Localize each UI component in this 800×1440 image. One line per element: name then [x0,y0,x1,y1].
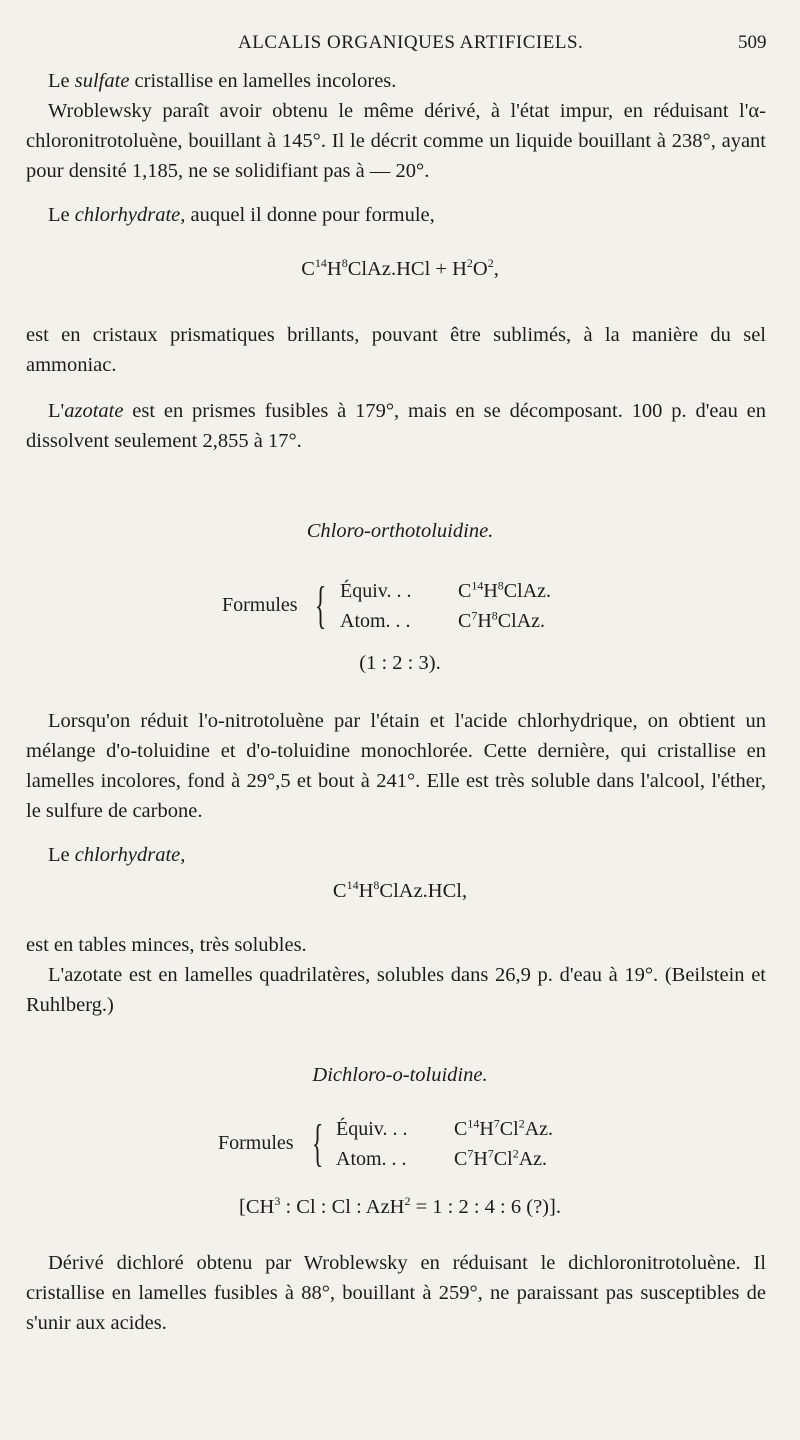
paragraph-reduction: Lorsqu'on réduit l'o-nitrotoluène par l'étain et l'acide chlorhydrique, on obtient un mélange d'o-toluidine et d'o-toluidine monochlorée. Cette dernière, qui cristallise en lamelles incolores, fond à 29°,5 et bout à 241°. Elle est très soluble dans l'alcool, l'éther, le sulfure de carbone. [26,710,766,822]
paragraph-chlorhydrate-2: Le chlorhydrate, [48,844,186,866]
running-header [0,28,800,58]
paragraph-chlorhydrate: Le chlorhydrate, auquel il donne pour formule, [48,204,435,226]
paragraph-azotate-2: L'azotate est en lamelles quadrilatères, solubles dans 26,9 p. d'eau à 19°. (Beilstein et Ruhlberg.) [26,964,766,1016]
formulas-chloro-orthotoluidine [0,578,800,648]
paragraph-cristaux: est en cristaux prismatiques brillants, pouvant être sublimés, à la manière du sel ammoniac. [26,324,766,376]
section-heading-dichloro-o-toluidine: Dichloro-o-toluidine. [312,1064,488,1086]
paragraph-tables: est en tables minces, très solubles. [26,934,307,956]
section-heading-chloro-orthotoluidine: Chloro-orthotoluidine. [306,520,494,542]
formulas-label: Formules [222,594,298,616]
brace-symbol: { [315,577,327,634]
formula-equiv-row: Équiv. . . $C^{14}H^8ClAz$. [340,578,552,602]
position-ratio-2: [$CH^3$ : Cl : Cl : AzH$^2$ = 1 : 2 : 4 : 6 (?)]. [239,1194,561,1218]
brace-symbol: { [312,1115,324,1172]
formulas-dichloro-o-toluidine [0,1116,800,1186]
formula-atom-row: Atom. . . $C^7H^7Cl^2Az$. [336,1146,548,1170]
paragraph-sulfate: Le sulfate cristallise en lamelles incolores. [48,70,397,92]
formula-chlorhydrate-2: $C^{14}H^8ClAz.HCl$, [332,878,468,902]
paragraph-wroblewsky: Wroblewsky paraît avoir obtenu le même dérivé, à l'état impur, en réduisant l'α-chloronitrotoluène, bouillant à 145°. Il le décrit comme un liquide bouillant à 238°, ayant pour densité 1,185, ne se solidifiant pas à — 20°. [26,100,766,182]
formula-equiv-row: Équiv. . . $C^{14}H^7Cl^2Az$. [336,1116,554,1140]
paragraph-derive-dichlore: Dérivé dichloré obtenu par Wroblewsky en réduisant le dichloronitrotoluène. Il cristallise en lamelles fusibles à 88°, bouillant à 259°, ne paraissant pas susceptibles de s'unir aux acides. [26,1252,766,1334]
formula-chlorhydrate: $C^{14}H^8ClAz.HCl + H^2O^2$, [301,256,499,280]
page-number: 509 [738,32,767,53]
formula-atom-row: Atom. . . $C^7H^8ClAz$. [340,608,546,632]
paragraph-azotate: L'azotate est en prismes fusibles à 179°, mais en se décomposant. 100 p. d'eau en dissolvent seulement 2,855 à 17°. [26,400,766,452]
running-title: ALCALIS ORGANIQUES ARTIFICIELS. [238,32,584,53]
position-ratio: (1 : 2 : 3). [359,652,441,674]
formulas-label: Formules [218,1132,294,1154]
